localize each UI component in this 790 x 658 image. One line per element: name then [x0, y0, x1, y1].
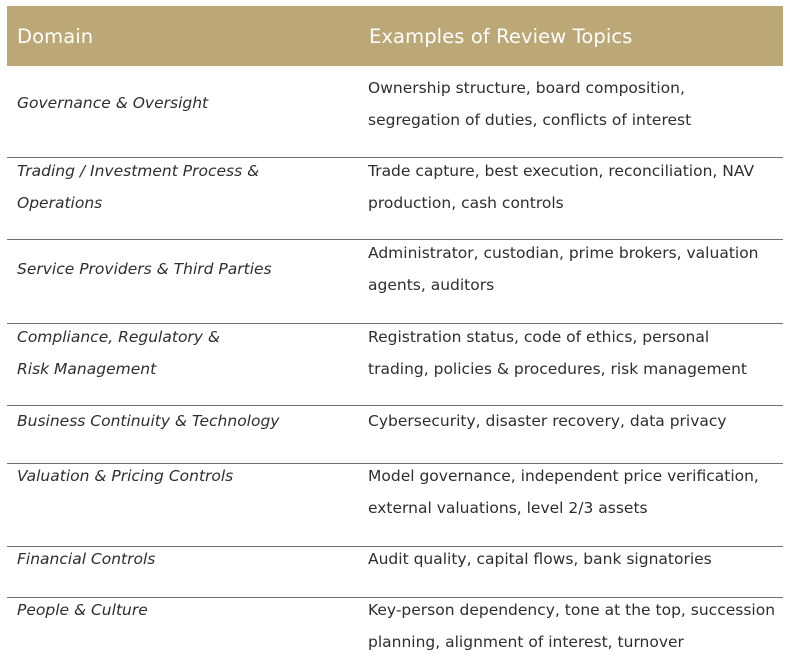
table-row [7, 598, 783, 658]
domain-cell: Trading / Investment Process & Operations [17, 162, 260, 212]
examples-cell: Ownership structure, board composition, segregation of duties, conflicts of interest [368, 79, 692, 129]
table-row [7, 158, 783, 240]
domain-cell: Service Providers & Third Parties [17, 260, 272, 278]
examples-cell: Audit quality, capital flows, bank signatories [368, 550, 712, 568]
table-row [7, 324, 783, 406]
table-header [7, 6, 783, 66]
domain-cell: Business Continuity & Technology [17, 412, 280, 430]
table-row [7, 66, 783, 158]
domain-cell: Compliance, Regulatory & Risk Management [17, 328, 220, 378]
examples-cell: Model governance, independent price verification, external valuations, level 2/3 assets [368, 467, 759, 517]
header-domain: Domain [17, 24, 94, 48]
examples-cell: Cybersecurity, disaster recovery, data privacy [368, 412, 727, 430]
domain-cell: Valuation & Pricing Controls [17, 467, 234, 485]
examples-cell: Key-person dependency, tone at the top, succession planning, alignment of interest, turnover [368, 601, 776, 651]
examples-cell: Trade capture, best execution, reconciliation, NAV production, cash controls [368, 162, 755, 212]
domain-cell: Governance & Oversight [17, 94, 209, 112]
table-row [7, 406, 783, 464]
examples-cell: Registration status, code of ethics, personal trading, policies & procedures, risk management [368, 328, 747, 378]
examples-cell: Administrator, custodian, prime brokers, valuation agents, auditors [368, 244, 759, 294]
domain-cell: People & Culture [17, 601, 148, 619]
table-row [7, 240, 783, 324]
table-row [7, 547, 783, 598]
header-examples: Examples of Review Topics [369, 24, 633, 48]
review-topics-table [7, 6, 783, 658]
domain-cell: Financial Controls [17, 550, 156, 568]
table-row [7, 464, 783, 547]
